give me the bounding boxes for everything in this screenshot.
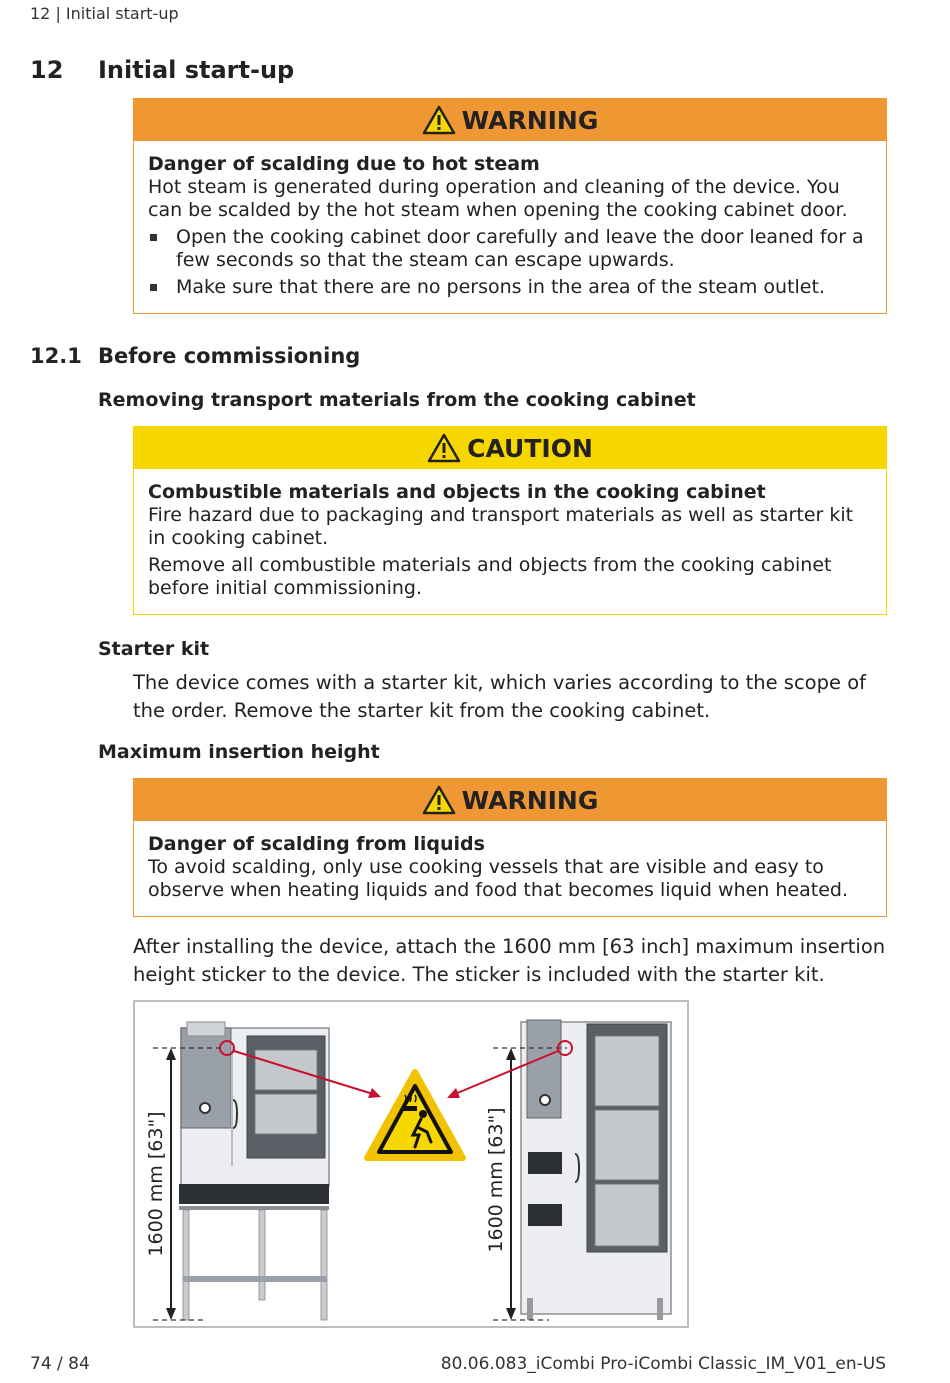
page-number: 74 / 84 bbox=[30, 1354, 90, 1374]
warning-triangle-icon bbox=[422, 105, 456, 135]
list-item-text: Make sure that there are no persons in the area of the steam outlet. bbox=[176, 276, 825, 298]
warning-box-steam bbox=[133, 98, 887, 314]
bullet-square-icon bbox=[150, 234, 157, 241]
caution-heading: Combustible materials and objects in the cooking cabinet bbox=[148, 481, 766, 503]
chapter-title: Initial start-up bbox=[98, 56, 295, 84]
warning-bullet-list bbox=[148, 226, 872, 299]
caution-box bbox=[133, 426, 887, 615]
hot-liquid-warning-icon bbox=[367, 1072, 463, 1158]
document-id: 80.06.083_iCombi Pro-iCombi Classic_IM_V01_en-US bbox=[440, 1354, 886, 1374]
warning-label: WARNING bbox=[461, 105, 599, 135]
warning-banner bbox=[134, 99, 886, 141]
subheading-transport: Removing transport materials from the cooking cabinet bbox=[98, 389, 696, 411]
left-dimension-label: 1600 mm [63"] bbox=[145, 1111, 167, 1257]
insertion-height-figure bbox=[133, 1000, 689, 1328]
list-item-text: Open the cooking cabinet door carefully and leave the door leaned for a few seconds so that the steam can escape upwards. bbox=[176, 226, 864, 271]
caution-text: Fire hazard due to packaging and transport materials as well as starter kit in cooking cabinet. bbox=[148, 504, 854, 549]
list-item bbox=[148, 276, 872, 299]
warning-heading: Danger of scalding due to hot steam bbox=[148, 153, 540, 175]
right-device-illustration bbox=[521, 1020, 671, 1320]
warning-triangle-icon bbox=[427, 433, 461, 463]
list-item bbox=[148, 226, 872, 272]
bullet-square-icon bbox=[150, 284, 157, 291]
warning-heading: Danger of scalding from liquids bbox=[148, 833, 485, 855]
left-device-illustration bbox=[179, 1022, 329, 1320]
warning-text: Hot steam is generated during operation and cleaning of the device. You can be scalded by the hot steam when opening the cooking cabinet door. bbox=[148, 176, 848, 221]
warning-text: To avoid scalding, only use cooking vessels that are visible and easy to observe when heating liquids and food that becomes liquid when heated. bbox=[148, 856, 849, 901]
warning-label: WARNING bbox=[461, 785, 599, 815]
sticker-instruction-text: After installing the device, attach the 1600 mm [63 inch] maximum insertion height sticker to the device. The sticker is included with the starter kit. bbox=[133, 935, 886, 986]
running-head: 12 | Initial start-up bbox=[30, 4, 179, 23]
section-title: Before commissioning bbox=[98, 344, 361, 368]
warning-box-liquids bbox=[133, 778, 887, 917]
right-dimension-label: 1600 mm [63"] bbox=[485, 1107, 507, 1253]
subheading-insertion-height: Maximum insertion height bbox=[98, 741, 380, 763]
warning-triangle-icon bbox=[422, 785, 456, 815]
chapter-number: 12 bbox=[30, 56, 64, 84]
warning-banner bbox=[134, 779, 886, 821]
caution-text: Remove all combustible materials and objects from the cooking cabinet before initial commissioning. bbox=[148, 554, 832, 599]
section-number: 12.1 bbox=[30, 344, 82, 368]
caution-banner bbox=[134, 427, 886, 469]
subheading-starter-kit: Starter kit bbox=[98, 638, 210, 660]
caution-label: CAUTION bbox=[467, 433, 593, 463]
starter-kit-text: The device comes with a starter kit, which varies according to the scope of the order. Remove the starter kit from the cooking cabinet. bbox=[133, 671, 866, 722]
insertion-height-illustration bbox=[135, 1002, 687, 1326]
